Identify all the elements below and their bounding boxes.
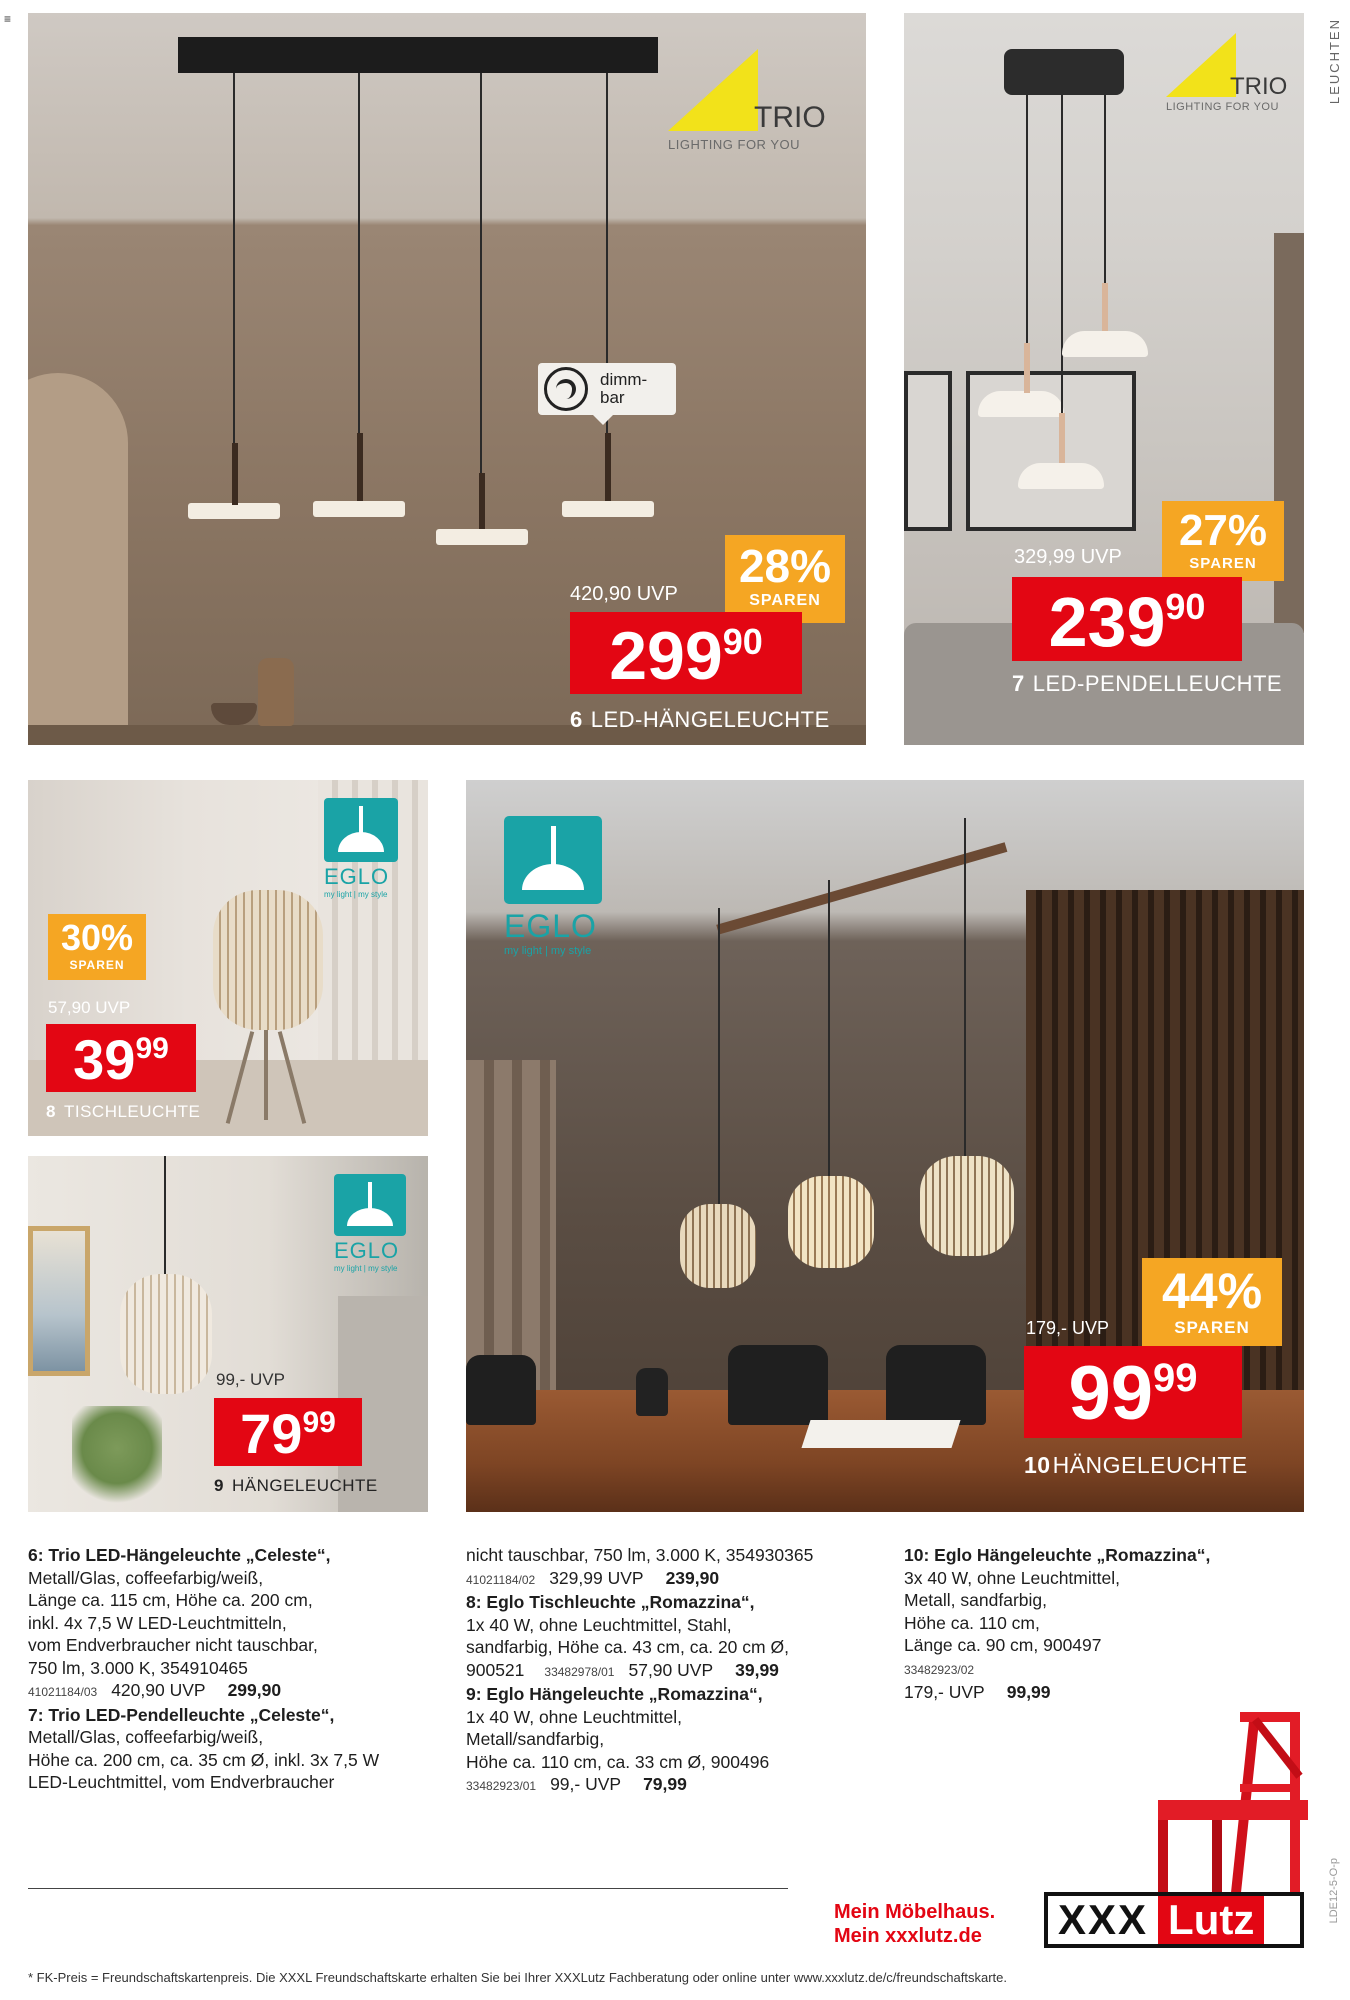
spec-line: Höhe ca. 200 cm, ca. 35 cm Ø, inkl. 3x 7,5 W	[28, 1749, 380, 1770]
product-6-heading: 6: Trio LED-Hängeleuchte „Celeste“,	[28, 1545, 331, 1565]
price-line: 179,- UVP 99,99	[904, 1682, 1051, 1702]
pendant-shade	[313, 501, 405, 517]
pendant-shade	[920, 1156, 1014, 1256]
spec-line: Metall/Glas, coffeefarbig/weiß,	[28, 1567, 264, 1588]
trio-triangle-icon	[1166, 33, 1236, 97]
dimmable-text: dimm- bar	[600, 370, 648, 407]
spec-line: vom Endverbraucher nicht tauschbar,	[28, 1635, 318, 1655]
product-8-heading: 8: Eglo Tischleuchte „Romazzina“,	[466, 1592, 755, 1612]
spec-line: LED-Leuchtmittel, vom Endverbraucher	[28, 1772, 335, 1792]
product-10-heading: 10: Eglo Hängeleuchte „Romazzina“,	[904, 1545, 1211, 1565]
bowl	[211, 703, 257, 725]
product-7-photo[interactable]	[904, 13, 1304, 745]
pendant-shade	[188, 503, 280, 519]
product-9-heading: 9: Eglo Hängeleuchte „Romazzina“,	[466, 1684, 763, 1704]
eglo-lamp-icon	[504, 816, 602, 904]
framed-painting	[28, 1226, 90, 1376]
dimmer-icon	[544, 367, 588, 411]
spec-line: 750 lm, 3.000 K, 354910465	[28, 1657, 248, 1678]
product-caption: 7 LED-PENDELLEUCHTE	[1012, 671, 1283, 696]
eglo-lamp-icon	[324, 798, 398, 862]
save-badge: 27% SPAREN	[1162, 501, 1284, 581]
trio-tagline: LIGHTING FOR YOU	[668, 137, 800, 152]
chair	[728, 1345, 828, 1425]
article-number: 33482923/02	[904, 1662, 975, 1677]
spec-line: 3x 40 W, ohne Leuchtmittel,	[904, 1567, 1120, 1588]
trio-tagline: LIGHTING FOR YOU	[1166, 101, 1279, 113]
product-8-photo[interactable]	[28, 780, 428, 1136]
spec-line: Höhe ca. 110 cm, ca. 33 cm Ø, 900496	[466, 1751, 770, 1772]
sale-price: 9999	[1024, 1346, 1242, 1438]
badge-pointer	[593, 415, 613, 425]
uvp-price: 99,- UVP	[216, 1370, 285, 1389]
price-line: 900521 33482978/01 57,90 UVP 39,99	[466, 1659, 779, 1680]
chair	[886, 1345, 986, 1425]
product-7-heading: 7: Trio LED-Pendelleuchte „Celeste“,	[28, 1704, 335, 1725]
eglo-logo: EGLO my light | my style	[334, 1174, 406, 1273]
save-badge: 44% SPAREN	[1142, 1258, 1282, 1346]
trio-logo	[668, 49, 828, 159]
save-badge: 30% SPAREN	[48, 914, 146, 980]
page-code: LDE12-5-O-p	[1328, 1858, 1340, 1924]
spec-line: Höhe ca. 110 cm,	[904, 1612, 1040, 1633]
sale-price: 3999	[46, 1024, 196, 1092]
price-line: 33482923/01 99,- UVP 79,99	[466, 1774, 687, 1794]
spec-line: Länge ca. 115 cm, Höhe ca. 200 cm,	[28, 1590, 313, 1610]
price-line: 41021184/02 329,99 UVP 239,90	[466, 1567, 720, 1588]
trio-triangle-icon	[668, 49, 758, 131]
vase	[636, 1368, 668, 1416]
sale-price: 7999	[214, 1398, 362, 1466]
product-caption: 10HÄNGELEUCHTE	[1024, 1452, 1248, 1478]
ceiling-bar	[178, 37, 658, 73]
save-badge: 28% SPAREN	[725, 535, 845, 623]
uvp-price: 57,90 UVP	[48, 998, 131, 1017]
description-column-2	[466, 1544, 886, 1798]
spec-line: inkl. 4x 7,5 W LED-Leuchtmitteln,	[28, 1612, 287, 1633]
uvp-price: 179,- UVP	[1026, 1318, 1110, 1338]
description-column-1	[28, 1544, 438, 1794]
price-line: 41021184/03 420,90 UVP 299,90	[28, 1680, 282, 1700]
sale-price: 29990	[570, 612, 802, 694]
uvp-price: 420,90 UVP	[570, 583, 678, 605]
ceiling-canopy	[1004, 49, 1124, 95]
eglo-lamp-icon	[334, 1174, 406, 1236]
spec-line: 1x 40 W, ohne Leuchtmittel, Stahl,	[466, 1614, 732, 1635]
spec-line: Metall/Glas, coffeefarbig/weiß,	[28, 1727, 264, 1747]
footnote: * FK-Preis = Freundschaftskartenpreis. Die XXXL Freundschaftskarte erhalten Sie bei Ihrer XXXLutz Fachberatung oder online unter www.xxxlutz.de/c/freundschaftskarte.	[28, 1970, 1007, 1985]
spec-line: Metall/sandfarbig,	[466, 1729, 605, 1749]
spec-line: Länge ca. 90 cm, 900497	[904, 1635, 1102, 1655]
product-10-photo[interactable]	[466, 780, 1304, 1512]
lamp-shade	[120, 1274, 212, 1394]
product-6-photo[interactable]	[28, 13, 866, 745]
spec-line: sandfarbig, Höhe ca. 43 cm, ca. 20 cm Ø,	[466, 1637, 789, 1657]
uvp-price: 329,99 UVP	[1014, 546, 1122, 568]
spec-line: nicht tauschbar, 750 lm, 3.000 K, 354930365	[466, 1545, 814, 1565]
chair	[466, 1355, 536, 1425]
eglo-logo: EGLO my light | my style	[504, 816, 602, 957]
menu-icon[interactable]: ≡	[4, 12, 12, 26]
sale-price: 23990	[1012, 577, 1242, 661]
footer-divider	[28, 1888, 788, 1889]
magazine	[801, 1420, 960, 1448]
plant	[72, 1406, 162, 1512]
product-caption: 6 LED-HÄNGELEUCHTE	[570, 707, 830, 732]
dimmable-badge	[538, 363, 676, 415]
pendant-shade	[978, 391, 1064, 417]
pendant-shade	[436, 529, 528, 545]
pendant-shade	[1062, 331, 1148, 357]
category-label: LEUCHTEN	[1327, 18, 1342, 105]
arch-shape	[28, 373, 128, 745]
trio-logo	[1166, 33, 1296, 123]
product-9-photo[interactable]	[28, 1156, 428, 1512]
description-column-3	[904, 1544, 1304, 1704]
pendant-shade	[680, 1204, 756, 1288]
lamp-shade	[213, 890, 323, 1030]
trio-name: TRIO	[754, 101, 826, 134]
slogan: Mein Möbelhaus. Mein xxxlutz.de	[834, 1901, 996, 1947]
product-caption: 9 HÄNGELEUCHTE	[214, 1476, 378, 1495]
spec-line: 1x 40 W, ohne Leuchtmittel,	[466, 1706, 682, 1727]
picture-frame	[904, 371, 952, 531]
pendant-shade	[1018, 463, 1104, 489]
eglo-logo: EGLO my light | my style	[324, 798, 398, 899]
xxxlutz-logo[interactable]: XXX Lutz	[1044, 1892, 1304, 1948]
pendant-shade	[562, 501, 654, 517]
trio-name: TRIO	[1230, 73, 1288, 100]
spec-line: Metall, sandfarbig,	[904, 1590, 1047, 1610]
vase	[258, 658, 294, 726]
pendant-shade	[788, 1176, 874, 1268]
product-caption: 8 TISCHLEUCHTE	[46, 1102, 201, 1121]
